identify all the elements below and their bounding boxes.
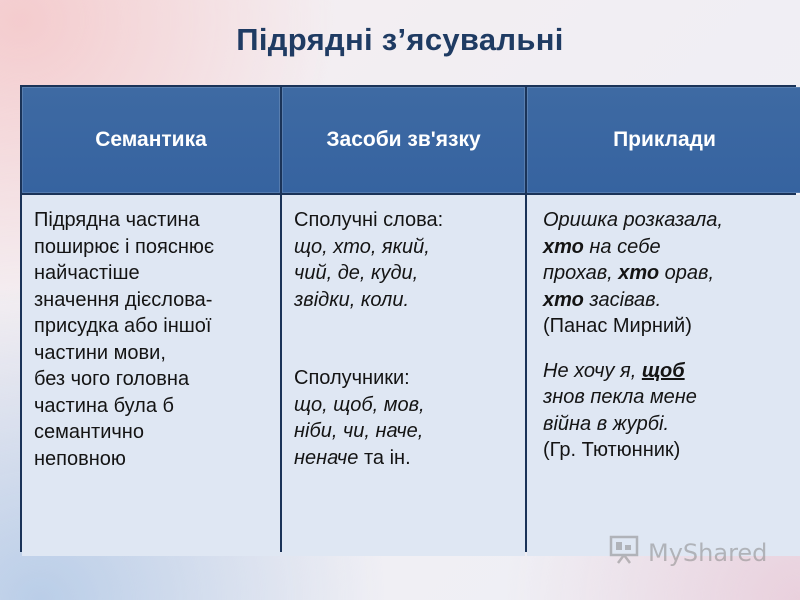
semantics-cell bbox=[22, 195, 280, 556]
example2-line: війна в журбі. bbox=[543, 412, 670, 435]
example1-text: на себе bbox=[583, 235, 661, 258]
example1-text: прохав, bbox=[543, 262, 619, 284]
example1-text: орав, bbox=[659, 262, 715, 284]
semantics-line: неповною bbox=[34, 447, 126, 470]
watermark-text: MyShared bbox=[648, 538, 768, 567]
header-means: Засоби зв'язку bbox=[282, 87, 525, 193]
semantics-line: семантично bbox=[34, 421, 144, 443]
conj-words-label: Сполучні слова: bbox=[294, 209, 444, 231]
highlight-word: хто bbox=[618, 262, 660, 284]
header-examples: Приклади bbox=[527, 87, 800, 193]
semantics-line: частини мови, bbox=[34, 341, 166, 364]
semantics-line: Підрядна частина bbox=[34, 209, 200, 231]
highlight-word: щоб bbox=[641, 359, 685, 382]
highlight-word: хто bbox=[543, 235, 584, 258]
conjunctions-last-line bbox=[294, 445, 515, 472]
semantics-line: значення дієслова- bbox=[34, 288, 213, 311]
means-cell bbox=[282, 195, 525, 556]
watermark bbox=[608, 535, 767, 570]
semantics-line: без чого головна bbox=[34, 368, 190, 390]
example1-line bbox=[543, 287, 792, 314]
conjunctions-last-plain: та ін. bbox=[358, 446, 411, 469]
conjunctions-line: що, щоб, мов, bbox=[294, 393, 425, 416]
example1-text: засівав. bbox=[583, 288, 662, 311]
example1-author: (Панас Мирний) bbox=[543, 315, 692, 337]
example1-line bbox=[543, 234, 792, 261]
conj-words-line: чий, де, куди, bbox=[294, 262, 419, 284]
example2-author: (Гр. Тютюнник) bbox=[543, 439, 681, 461]
semantics-line: частина була б bbox=[34, 394, 174, 417]
semantics-line: найчастіше bbox=[34, 262, 140, 284]
example2-line bbox=[543, 358, 792, 385]
conjunctions-last-italic: неначе bbox=[294, 446, 359, 469]
conjunctions-line: ніби, чи, наче, bbox=[294, 420, 424, 442]
conj-words-line: що, хто, який, bbox=[294, 235, 430, 258]
highlight-word: хто bbox=[543, 288, 584, 311]
header-semantics: Семантика bbox=[22, 87, 280, 193]
examples-cell bbox=[527, 195, 800, 556]
semantics-line: поширює і пояснює bbox=[34, 235, 215, 258]
example1-line bbox=[543, 260, 792, 287]
example2-text: Не хочу я, bbox=[543, 359, 642, 382]
info-table bbox=[20, 85, 796, 552]
example1-line: Оришка розказала, bbox=[543, 209, 723, 231]
presentation-icon bbox=[608, 535, 642, 570]
semantics-line: присудка або іншої bbox=[34, 315, 212, 337]
conj-words-line: звідки, коли. bbox=[294, 288, 409, 311]
slide-title: Підрядні з’ясувальні bbox=[236, 22, 564, 57]
conjunctions-label: Сполучники: bbox=[294, 367, 410, 389]
example2-line: знов пекла мене bbox=[543, 386, 697, 408]
